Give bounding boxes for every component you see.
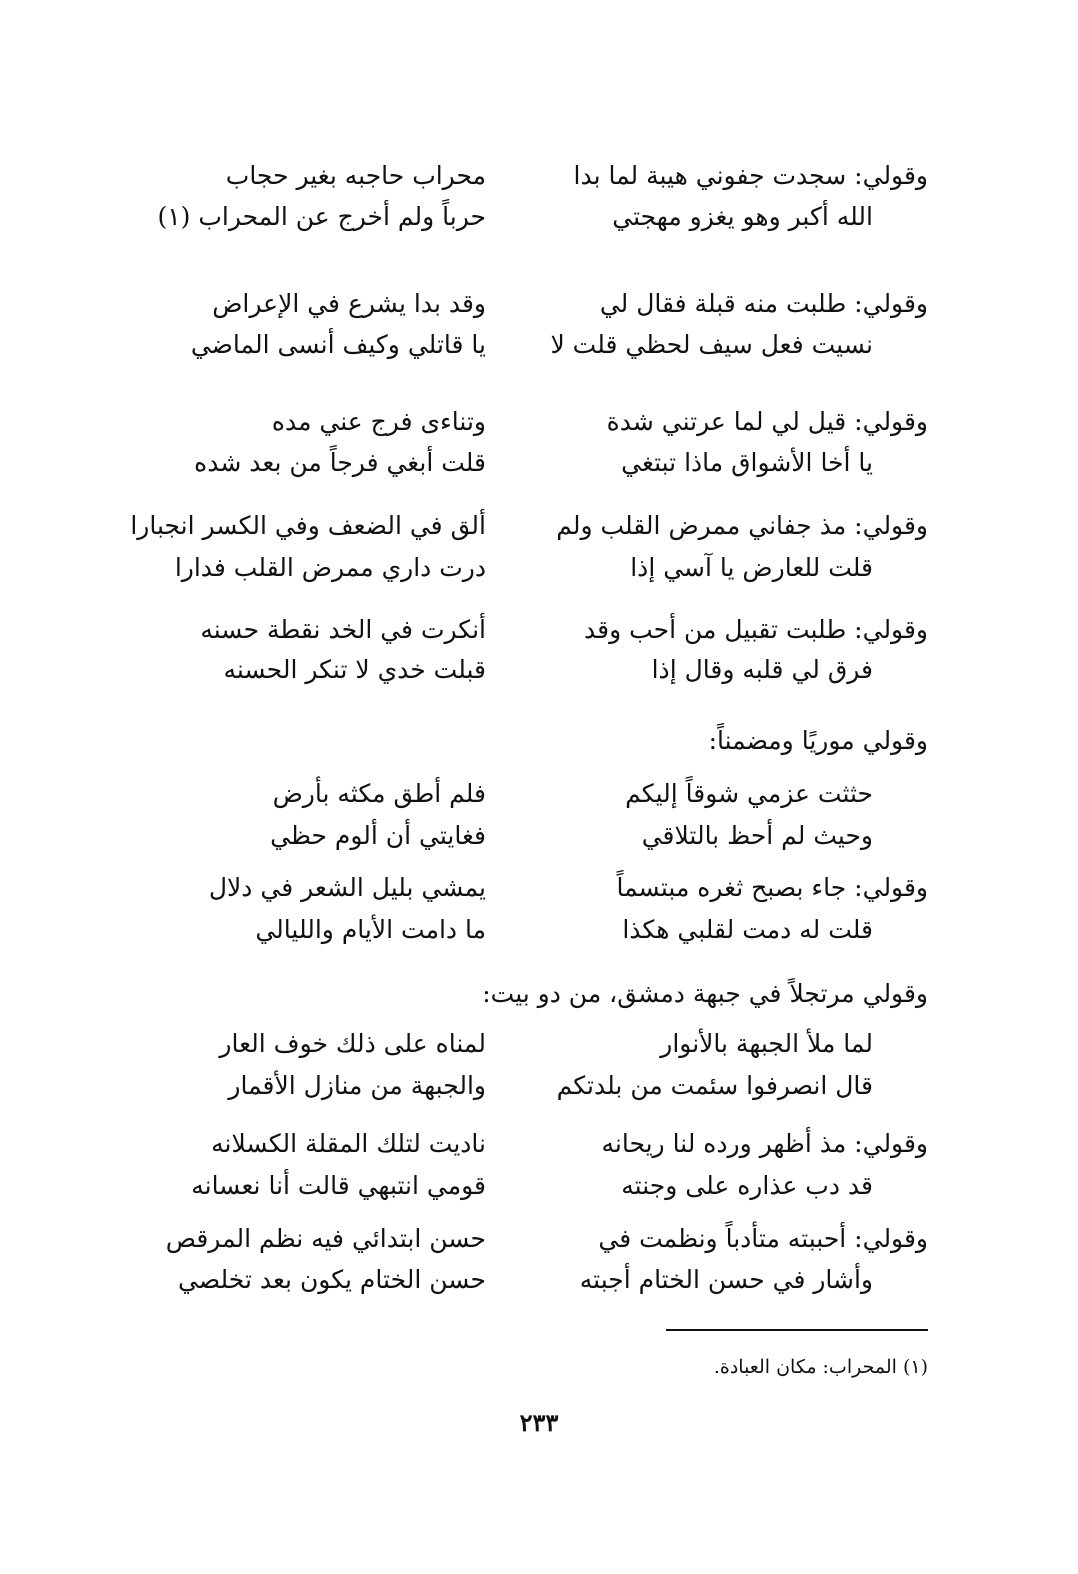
- verse-line: فرق لي قلبه وقال إذا: [651, 655, 873, 684]
- verse-line: وقولي: قيل لي لما عرتني شدة: [606, 407, 928, 436]
- verse-line: يا أخا الأشواق ماذا تبتغي: [621, 448, 873, 477]
- speaker-label: وقولي:: [846, 511, 928, 540]
- verse-line: فغايتي أن ألوم حظي: [270, 821, 486, 850]
- verse-line: قد دب عذاره على وجنته: [621, 1171, 873, 1200]
- verse-line: قومي انتبهي قالت أنا نعسانه: [191, 1171, 486, 1200]
- speaker-label: وقولي:: [846, 873, 928, 902]
- verse-line: لمناه على ذلك خوف العار: [219, 1029, 486, 1058]
- verse-line: ما دامت الأيام والليالي: [255, 915, 486, 944]
- verse-line: يا قاتلي وكيف أنسى الماضي: [190, 330, 486, 359]
- section-heading: وقولي موريًا ومضمناً:: [708, 726, 928, 755]
- section-heading: وقولي مرتجلاً في جبهة دمشق، من دو بيت:: [482, 979, 928, 1008]
- speaker-label: وقولي:: [846, 1224, 928, 1253]
- footnote-rule: [666, 1329, 928, 1331]
- verse-line: حرباً ولم أخرج عن المحراب (١): [157, 202, 486, 231]
- speaker-label: وقولي:: [846, 615, 928, 644]
- verse-line: وحيث لم أحظ بالتلاقي: [641, 821, 873, 850]
- verse-line: والجبهة من منازل الأقمار: [228, 1071, 486, 1100]
- verse-line: وقولي: طلبت منه قبلة فقال لي: [599, 289, 928, 318]
- verse-line: ألق في الضعف وفي الكسر انجبارا: [130, 511, 486, 540]
- verse-line: محراب حاجبه بغير حجاب: [225, 161, 486, 190]
- verse-line: حسن الختام يكون بعد تخلصي: [178, 1265, 486, 1294]
- footnote: (١) المحراب: مكان العبادة.: [713, 1356, 928, 1378]
- verse-line: قبلت خدي لا تنكر الحسنه: [223, 655, 486, 684]
- verse-line: يمشي بليل الشعر في دلال: [208, 873, 486, 902]
- verse-line: وقولي: أحببته متأدباً ونظمت في: [598, 1224, 928, 1253]
- verse-line: لما ملأ الجبهة بالأنوار: [660, 1029, 873, 1058]
- verse-line: وأشار في حسن الختام أجبته: [579, 1265, 873, 1294]
- verse-line: درت داري ممرض القلب فدارا: [174, 553, 486, 582]
- verse-line: فلم أطق مكثه بأرض: [272, 779, 486, 808]
- speaker-label: وقولي:: [846, 1129, 928, 1158]
- page-number: ٢٣٣: [519, 1408, 559, 1437]
- speaker-label: وقولي:: [846, 407, 928, 436]
- verse-line: قلت أبغي فرجاً من بعد شده: [194, 448, 486, 477]
- verse-line: أنكرت في الخد نقطة حسنه: [200, 615, 486, 644]
- verse-line: ناديت لتلك المقلة الكسلانه: [211, 1129, 486, 1158]
- verse-line: وقولي: مذ جفاني ممرض القلب ولم: [556, 511, 928, 540]
- verse-line: وقولي: طلبت تقبيل من أحب وقد: [584, 615, 928, 644]
- verse-line: حثثت عزمي شوقاً إليكم: [625, 779, 873, 808]
- verse-line: حسن ابتدائي فيه نظم المرقص: [165, 1224, 486, 1253]
- verse-line: وقولي: سجدت جفوني هيبة لما بدا: [573, 161, 928, 190]
- verse-line: وقد بدا يشرع في الإعراض: [212, 289, 486, 318]
- speaker-label: وقولي:: [846, 161, 928, 190]
- verse-line: قال انصرفوا سئمت من بلدتكم: [556, 1071, 873, 1100]
- verse-line: وتناءى فرج عني مده: [271, 407, 486, 436]
- verse-line: وقولي: مذ أظهر ورده لنا ريحانه: [601, 1129, 928, 1158]
- speaker-label: وقولي:: [846, 289, 928, 318]
- verse-line: الله أكبر وهو يغزو مهجتي: [612, 202, 873, 231]
- verse-line: وقولي: جاء بصبح ثغره مبتسماً: [616, 873, 928, 902]
- verse-line: قلت له دمت لقلبي هكذا: [622, 915, 873, 944]
- verse-line: نسيت فعل سيف لحظي قلت لا: [550, 330, 873, 359]
- verse-line: قلت للعارض يا آسي إذا: [630, 553, 873, 582]
